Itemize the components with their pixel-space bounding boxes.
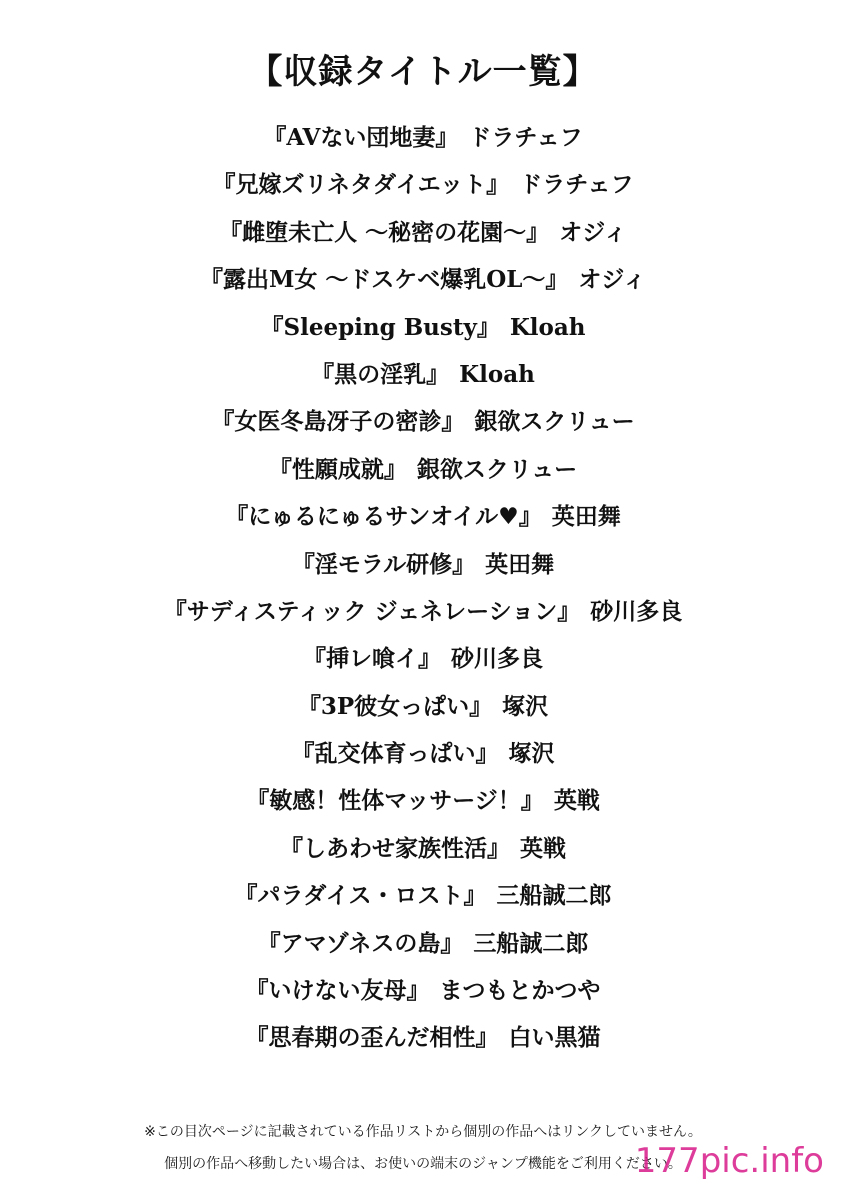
work-title: 『露出M女 ～ドスケベ爆乳OL～』 <box>199 266 569 294</box>
list-item <box>0 588 846 635</box>
author-name: まつもとかつや <box>439 977 601 1005</box>
work-title: 『敏感！性体マッサージ！』 <box>246 787 544 815</box>
work-title: 『乱交体育っぱい』 <box>291 740 499 768</box>
work-title: 『女医冬島冴子の密診』 <box>211 408 465 436</box>
link-notice-line-2: 個別の作品へ移動したい場合は、お使いの端末のジャンプ機能をご利用ください。 <box>164 1156 682 1172</box>
author-name: 三船誠二郎 <box>496 882 612 910</box>
list-item <box>0 398 846 445</box>
author-name: 塚沢 <box>508 740 555 768</box>
list-item <box>0 730 846 777</box>
work-title: 『にゅるにゅるサンオイル♥』 <box>225 503 542 531</box>
work-title: 『性願成就』 <box>268 455 407 483</box>
list-item <box>0 304 846 351</box>
author-name: 英戦 <box>553 787 600 815</box>
list-item <box>0 967 846 1014</box>
list-item <box>0 541 846 588</box>
author-name: 英田舞 <box>485 550 555 578</box>
work-title: 『挿レ喰イ』 <box>303 645 441 673</box>
list-item <box>0 256 846 303</box>
work-title: 『Sleeping Busty』 <box>260 313 500 341</box>
author-name: ドラチェフ <box>519 171 634 199</box>
work-title: 『パラダイス・ロスト』 <box>234 882 487 910</box>
author-name: 銀欲スクリュー <box>416 455 578 483</box>
work-title: 『しあわせ家族性活』 <box>280 834 510 862</box>
list-item <box>0 493 846 540</box>
work-title: 『アマゾネスの島』 <box>257 929 464 957</box>
link-notice-line-1: ※この目次ページに記載されている作品リストから個別の作品へはリンクしていません。 <box>144 1124 702 1140</box>
list-item <box>0 209 846 256</box>
author-name: 砂川多良 <box>451 645 543 673</box>
author-name: オジィ <box>559 218 627 246</box>
list-item <box>0 114 846 161</box>
work-title: 『淫モラル研修』 <box>291 550 476 578</box>
author-name: Kloah <box>459 360 535 388</box>
list-item <box>0 683 846 730</box>
work-title: 『AVない団地妻』 <box>263 124 459 151</box>
work-title: 『黒の淫乳』 <box>311 360 450 388</box>
author-name: 英戦 <box>520 834 566 862</box>
work-title: 『雌堕未亡人 ～秘密の花園～』 <box>219 218 550 246</box>
author-name: オジィ <box>578 266 647 294</box>
author-name: 銀欲スクリュー <box>474 408 635 436</box>
author-name: 砂川多良 <box>590 597 683 625</box>
author-name: Kloah <box>509 313 586 341</box>
author-name: 英田舞 <box>551 503 621 531</box>
list-item <box>0 446 846 493</box>
author-name: ドラチェフ <box>468 124 583 151</box>
list-item <box>0 777 846 824</box>
author-name: 三船誠二郎 <box>473 929 589 957</box>
list-item <box>0 161 846 208</box>
list-item <box>0 872 846 919</box>
page-title: 【収録タイトル一覧】 <box>248 52 598 92</box>
list-item <box>0 351 846 398</box>
list-item <box>0 1014 846 1061</box>
list-item <box>0 920 846 967</box>
site-watermark: 177pic.info <box>634 1141 824 1181</box>
list-item <box>0 635 846 682</box>
work-title: 『サディスティック ジェネレーション』 <box>163 597 581 625</box>
author-name: 塚沢 <box>502 692 549 720</box>
author-name: 白い黒猫 <box>508 1024 601 1052</box>
work-title: 『いけない友母』 <box>245 977 430 1005</box>
work-title: 『思春期の歪んだ相性』 <box>245 1024 499 1052</box>
title-list <box>0 114 846 1062</box>
list-item <box>0 825 846 872</box>
work-title: 『3P彼女っぱい』 <box>297 692 493 720</box>
work-title: 『兄嫁ズリネタダイエット』 <box>212 171 510 199</box>
